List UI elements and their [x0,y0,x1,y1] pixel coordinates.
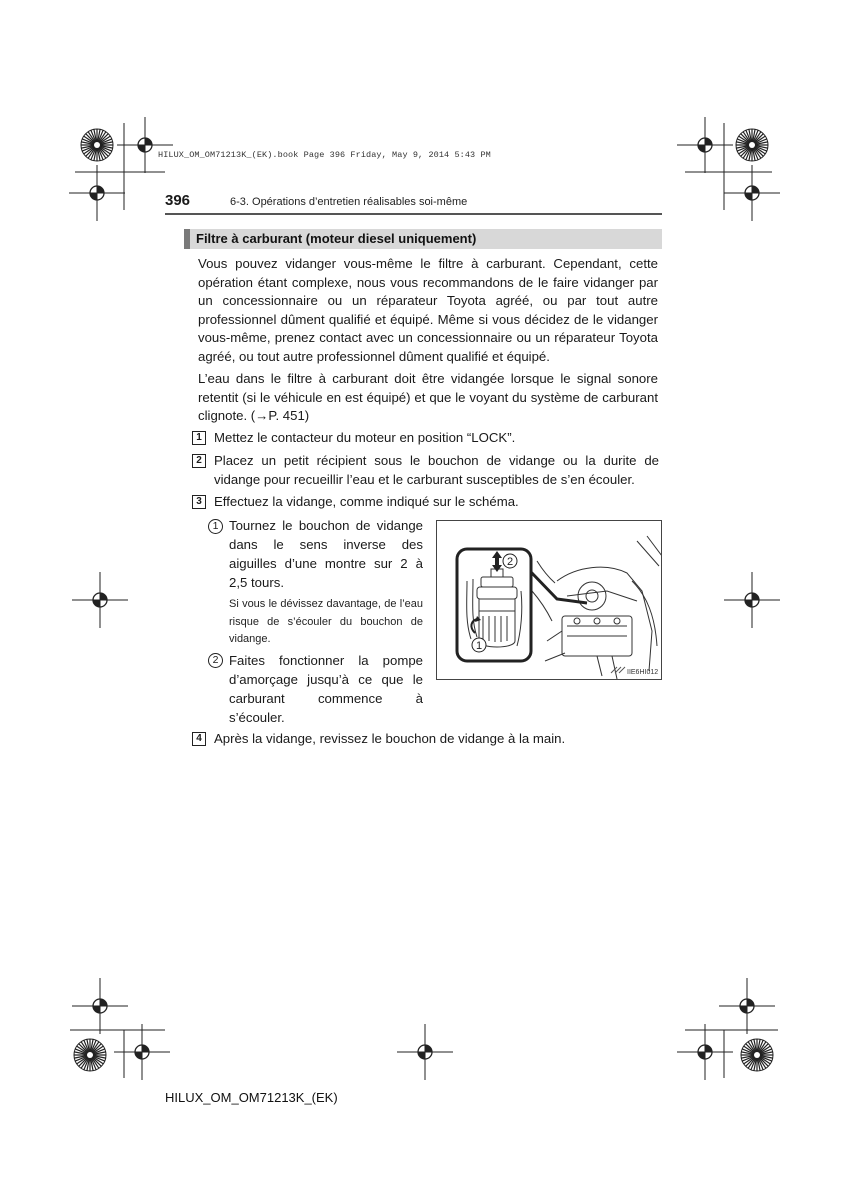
substep-text: Tournez le bouchon de vidange dans le sens inverse des aiguilles d’une montre sur 2 à 2,5 tours. [229,518,423,590]
step-text: Mettez le contacteur du moteur en position “LOCK”. [214,430,516,445]
substep-number: 2 [208,653,223,668]
header-rule [165,213,662,215]
fuel-filter-illustration [436,520,662,680]
page-number: 396 [165,192,191,209]
substep-text: Faites fonctionner la pompe d’amorçage jusqu’à ce que le carburant commence à s’écouler. [229,653,423,725]
step-number-box: 4 [192,732,206,746]
callout-2-label: 2 [506,556,514,568]
step-number-box: 3 [192,495,206,509]
illustration-code: IIE6HI012 [627,669,659,676]
engine-bay-drawing [437,521,662,680]
footer-document-code: HILUX_OM_OM71213K_(EK) [165,1090,338,1105]
drain-condition-paragraph: L’eau dans le filtre à carburant doit être vidangée lorsque le signal sonore retentit (si le véhicule en est équipé) et que le voyant du système de carburant clignote. (→P. 451) [198,371,658,423]
step-text: Effectuez la vidange, comme indiqué sur le schéma. [214,494,519,509]
step-text: Après la vidange, revissez le bouchon de vidange à la main. [214,731,566,746]
section-heading: Filtre à carburant (moteur diesel uniquement) [196,231,477,246]
section-title: 6-3. Opérations d’entretien réalisables soi-même [230,196,468,208]
callout-1-label: 1 [475,640,483,652]
intro-paragraph: Vous pouvez vidanger vous-même le filtre à carburant. Cependant, cette opération étant complexe, nous vous recommandons de le faire vidanger par un concessionnaire ou un réparateur Toyota agréé, ou par tout autre professionnel dûment qualifié et équipé. Même si vous décidez de le vidanger vous-même, prenez contact avec un concessionnaire ou un réparateur Toyota agréé, ou tout autre professionnel dûment qualifié et équipé. [198,256,658,364]
step-text: Placez un petit récipient sous le bouchon de vidange ou la durite de vidange pour recueillir l’eau et le carburant susceptibles de s’en écouler. [214,453,659,487]
step-number-box: 1 [192,431,206,445]
step-number-box: 2 [192,454,206,468]
substep-number: 1 [208,519,223,534]
substep-note: Si vous le dévissez davantage, de l’eau risque de s’écouler du bouchon de vidange. [229,598,423,645]
print-header: HILUX_OM_OM71213K_(EK).book Page 396 Friday, May 9, 2014 5:43 PM [158,150,491,160]
